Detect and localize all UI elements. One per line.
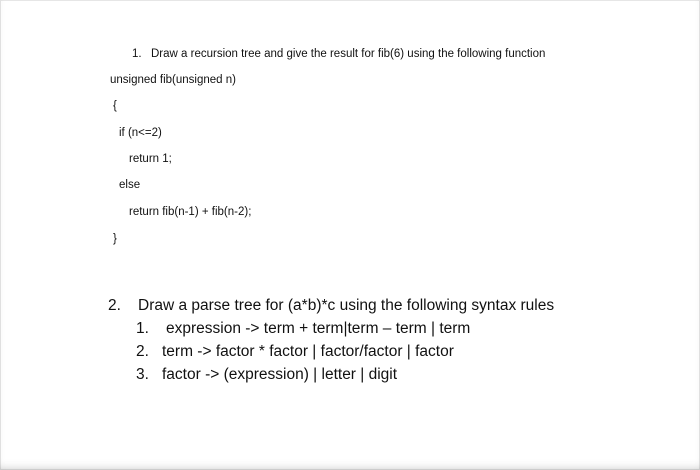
code-line-else: else (119, 179, 141, 191)
q2-number: 2. (108, 297, 121, 314)
code-line-signature: unsigned fib(unsigned n) (110, 74, 236, 86)
rule-3-text: factor -> (expression) | letter | digit (162, 366, 398, 383)
code-line-return-1: return 1; (129, 153, 172, 165)
rule-1-text: expression -> term + term|term – term | term (166, 320, 471, 337)
q1-number: 1. (132, 48, 142, 60)
q2-title: Draw a parse tree for (a*b)*c using the following syntax rules (138, 297, 555, 314)
q1-title: Draw a recursion tree and give the result for fib(6) using the following function (151, 48, 546, 60)
rule-2-number: 2. (136, 343, 149, 360)
code-line-open-brace: { (113, 100, 117, 112)
code-line-close-brace: } (113, 233, 117, 245)
rule-2-text: term -> factor * factor | factor/factor | factor (162, 343, 454, 360)
code-line-if: if (n<=2) (119, 127, 162, 139)
rule-3-number: 3. (136, 366, 149, 383)
rule-1-number: 1. (136, 320, 149, 337)
code-line-return-fib: return fib(n-1) + fib(n-2); (129, 206, 252, 218)
